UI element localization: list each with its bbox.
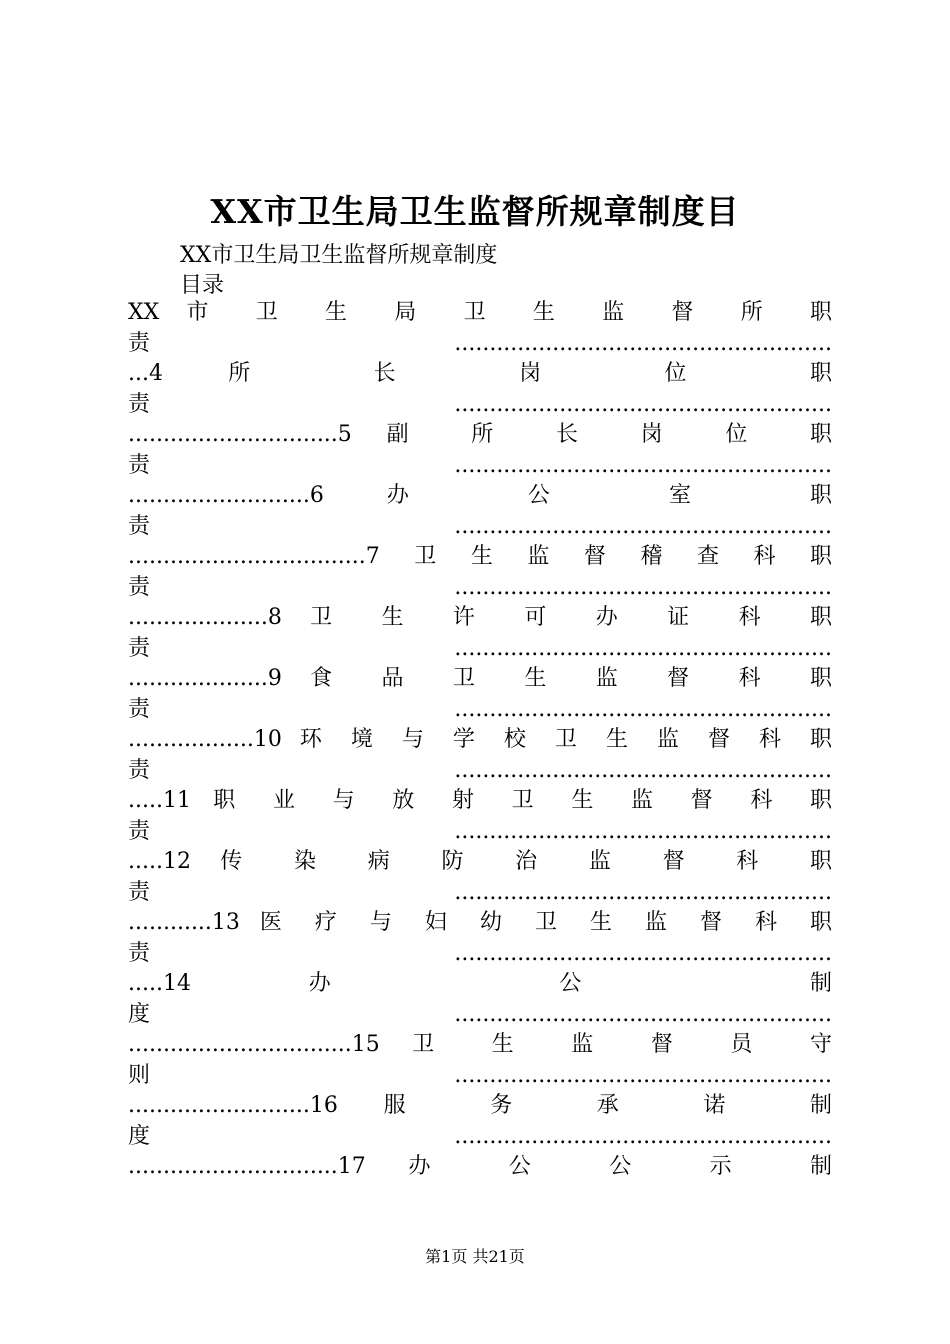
toc-line: 责...................................................... — [128, 513, 832, 539]
toc-line: ..................................7卫生监督稽查科职 — [128, 544, 832, 569]
toc-line: ...4 所 长 岗 位 职 — [128, 361, 832, 386]
toc-line: 责...................................................... — [128, 574, 832, 600]
toc-line: ............13 医 疗 与 妇 幼 卫 生 监 督 科 职 — [128, 910, 832, 935]
toc-line: 责...................................................... — [128, 330, 832, 356]
toc-line: ..............................5 副 所 长 岗 位 职 — [128, 422, 832, 447]
toc-line: ....................8 卫 生 许 可 办 证 科 职 — [128, 605, 832, 630]
toc-line: 责...................................................... — [128, 757, 832, 783]
toc-line: 责...................................................... — [128, 391, 832, 417]
toc-line: 责...................................................... — [128, 940, 832, 966]
toc-line: 责...................................................... — [128, 879, 832, 905]
toc-line: 责...................................................... — [128, 635, 832, 661]
toc-line: .....12 传 染 病 防 治 监 督 科 职 — [128, 849, 832, 874]
toc-line: 责...................................................... — [128, 696, 832, 722]
toc-heading: 目录 — [180, 273, 225, 298]
toc-line: ....................9 食 品 卫 生 监 督 科 职 — [128, 666, 832, 691]
toc-line: .....14 办 公 制 — [128, 971, 832, 996]
toc-line: ..........................16 服 务 承 诺 制 — [128, 1093, 832, 1118]
toc-line: 责...................................................... — [128, 452, 832, 478]
toc-line: XX 市 卫 生 局 卫 生 监 督 所 职 — [128, 300, 832, 325]
toc-line: ..............................17 办 公 公 示 制 — [128, 1154, 832, 1179]
toc-line: ..................10 环 境 与 学 校 卫 生 监 督 科 职 — [128, 727, 832, 752]
toc-line: .....11 职 业 与 放 射 卫 生 监 督 科 职 — [128, 788, 832, 813]
table-of-contents — [128, 298, 832, 1183]
toc-line: 责...................................................... — [128, 818, 832, 844]
toc-line: ..........................6 办 公 室 职 — [128, 483, 832, 508]
document-title: XX市卫生局卫生监督所规章制度目 — [210, 192, 740, 231]
document-subtitle: XX市卫生局卫生监督所规章制度 — [180, 243, 498, 268]
page-footer: 第1页 共21页 — [425, 1247, 525, 1266]
toc-line: 度...................................................... — [128, 1001, 832, 1027]
toc-line: 则...................................................... — [128, 1062, 832, 1088]
toc-line: ................................15 卫 生 监 督 员 守 — [128, 1032, 832, 1057]
toc-line: 度...................................................... — [128, 1123, 832, 1149]
